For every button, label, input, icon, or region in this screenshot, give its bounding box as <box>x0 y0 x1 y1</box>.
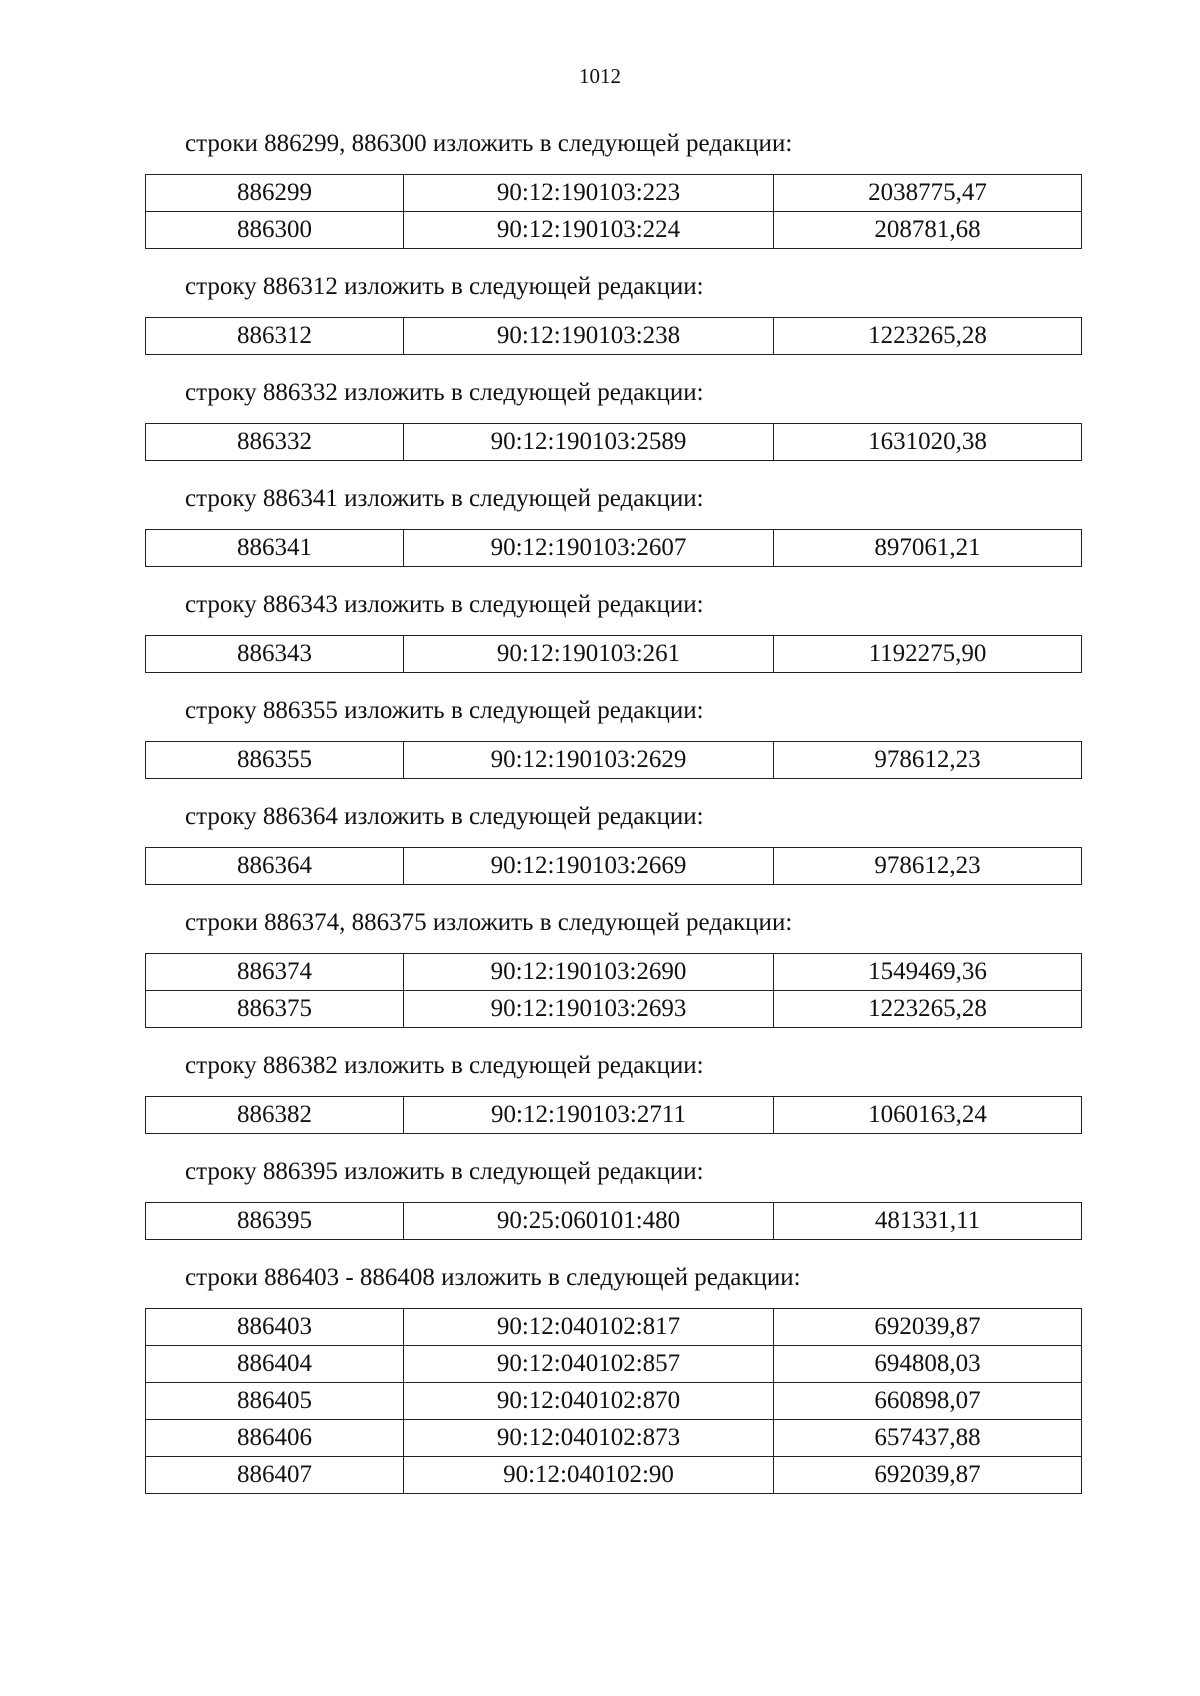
cadastral-number-cell: 90:12:190103:2607 <box>404 530 774 567</box>
table-row <box>146 1457 1082 1494</box>
row-number-cell: 886375 <box>146 991 404 1028</box>
amendment-section <box>145 1262 1085 1494</box>
amendment-instruction: строки 886374, 886375 изложить в следующей редакции: <box>185 909 793 936</box>
cadastral-number-cell: 90:12:040102:873 <box>404 1420 774 1457</box>
amendment-section <box>145 1050 1085 1134</box>
value-cell: 978612,23 <box>774 848 1082 885</box>
amendment-instruction: строку 886395 изложить в следующей редакции: <box>185 1158 704 1185</box>
row-number-cell: 886355 <box>146 742 404 779</box>
table-row <box>146 175 1082 212</box>
amendment-section <box>145 483 1085 567</box>
row-number-cell: 886403 <box>146 1309 404 1346</box>
row-number-cell: 886332 <box>146 424 404 461</box>
table-row <box>146 530 1082 567</box>
row-number-cell: 886300 <box>146 212 404 249</box>
amendment-section <box>145 907 1085 1028</box>
cadastral-number-cell: 90:12:190103:2711 <box>404 1097 774 1134</box>
value-cell: 657437,88 <box>774 1420 1082 1457</box>
amendment-instruction: строку 886332 изложить в следующей редакции: <box>185 379 704 406</box>
amendment-section <box>145 801 1085 885</box>
amendment-instruction: строку 886341 изложить в следующей редакции: <box>185 485 704 512</box>
value-cell: 694808,03 <box>774 1346 1082 1383</box>
value-cell: 1631020,38 <box>774 424 1082 461</box>
amendment-table <box>145 423 1082 461</box>
row-number-cell: 886364 <box>146 848 404 885</box>
cadastral-number-cell: 90:12:190103:2589 <box>404 424 774 461</box>
value-cell: 692039,87 <box>774 1309 1082 1346</box>
value-cell: 1060163,24 <box>774 1097 1082 1134</box>
cadastral-number-cell: 90:12:190103:223 <box>404 175 774 212</box>
page-number: 1012 <box>579 64 621 88</box>
value-cell: 660898,07 <box>774 1383 1082 1420</box>
cadastral-number-cell: 90:12:190103:238 <box>404 318 774 355</box>
amendment-instruction: строки 886403 - 886408 изложить в следующей редакции: <box>185 1264 801 1291</box>
value-cell: 2038775,47 <box>774 175 1082 212</box>
table-row <box>146 636 1082 673</box>
document-body <box>145 128 1085 1516</box>
value-cell: 208781,68 <box>774 212 1082 249</box>
amendment-instruction: строку 886364 изложить в следующей редакции: <box>185 803 704 830</box>
table-row <box>146 848 1082 885</box>
row-number-cell: 886395 <box>146 1203 404 1240</box>
row-number-cell: 886343 <box>146 636 404 673</box>
amendment-instruction: строку 886355 изложить в следующей редакции: <box>185 697 704 724</box>
cadastral-number-cell: 90:25:060101:480 <box>404 1203 774 1240</box>
row-number-cell: 886341 <box>146 530 404 567</box>
value-cell: 1549469,36 <box>774 954 1082 991</box>
row-number-cell: 886404 <box>146 1346 404 1383</box>
value-cell: 692039,87 <box>774 1457 1082 1494</box>
value-cell: 1192275,90 <box>774 636 1082 673</box>
row-number-cell: 886382 <box>146 1097 404 1134</box>
table-row <box>146 424 1082 461</box>
value-cell: 978612,23 <box>774 742 1082 779</box>
amendment-table <box>145 741 1082 779</box>
amendment-table <box>145 174 1082 249</box>
cadastral-number-cell: 90:12:190103:2693 <box>404 991 774 1028</box>
cadastral-number-cell: 90:12:190103:2669 <box>404 848 774 885</box>
amendment-section <box>145 377 1085 461</box>
value-cell: 1223265,28 <box>774 318 1082 355</box>
table-row <box>146 1203 1082 1240</box>
table-row <box>146 1420 1082 1457</box>
amendment-section <box>145 589 1085 673</box>
cadastral-number-cell: 90:12:040102:817 <box>404 1309 774 1346</box>
table-row <box>146 1097 1082 1134</box>
amendment-table <box>145 1096 1082 1134</box>
table-row <box>146 212 1082 249</box>
amendment-table <box>145 847 1082 885</box>
value-cell: 897061,21 <box>774 530 1082 567</box>
amendment-instruction: строку 886382 изложить в следующей редакции: <box>185 1052 704 1079</box>
cadastral-number-cell: 90:12:190103:261 <box>404 636 774 673</box>
row-number-cell: 886312 <box>146 318 404 355</box>
row-number-cell: 886407 <box>146 1457 404 1494</box>
value-cell: 481331,11 <box>774 1203 1082 1240</box>
table-row <box>146 991 1082 1028</box>
amendment-section <box>145 1156 1085 1240</box>
table-row <box>146 954 1082 991</box>
table-row <box>146 318 1082 355</box>
amendment-table <box>145 1202 1082 1240</box>
table-row <box>146 1383 1082 1420</box>
amendment-table <box>145 317 1082 355</box>
cadastral-number-cell: 90:12:190103:2690 <box>404 954 774 991</box>
amendment-table <box>145 953 1082 1028</box>
value-cell: 1223265,28 <box>774 991 1082 1028</box>
cadastral-number-cell: 90:12:040102:90 <box>404 1457 774 1494</box>
amendment-instruction: строки 886299, 886300 изложить в следующей редакции: <box>185 130 793 157</box>
amendment-section <box>145 128 1085 249</box>
table-row <box>146 742 1082 779</box>
row-number-cell: 886405 <box>146 1383 404 1420</box>
row-number-cell: 886374 <box>146 954 404 991</box>
amendment-table <box>145 1308 1082 1494</box>
amendment-instruction: строку 886343 изложить в следующей редакции: <box>185 591 704 618</box>
table-row <box>146 1346 1082 1383</box>
cadastral-number-cell: 90:12:040102:857 <box>404 1346 774 1383</box>
amendment-section <box>145 271 1085 355</box>
cadastral-number-cell: 90:12:040102:870 <box>404 1383 774 1420</box>
amendment-table <box>145 529 1082 567</box>
row-number-cell: 886299 <box>146 175 404 212</box>
cadastral-number-cell: 90:12:190103:2629 <box>404 742 774 779</box>
table-row <box>146 1309 1082 1346</box>
amendment-table <box>145 635 1082 673</box>
amendment-section <box>145 695 1085 779</box>
cadastral-number-cell: 90:12:190103:224 <box>404 212 774 249</box>
amendment-instruction: строку 886312 изложить в следующей редакции: <box>185 273 704 300</box>
row-number-cell: 886406 <box>146 1420 404 1457</box>
